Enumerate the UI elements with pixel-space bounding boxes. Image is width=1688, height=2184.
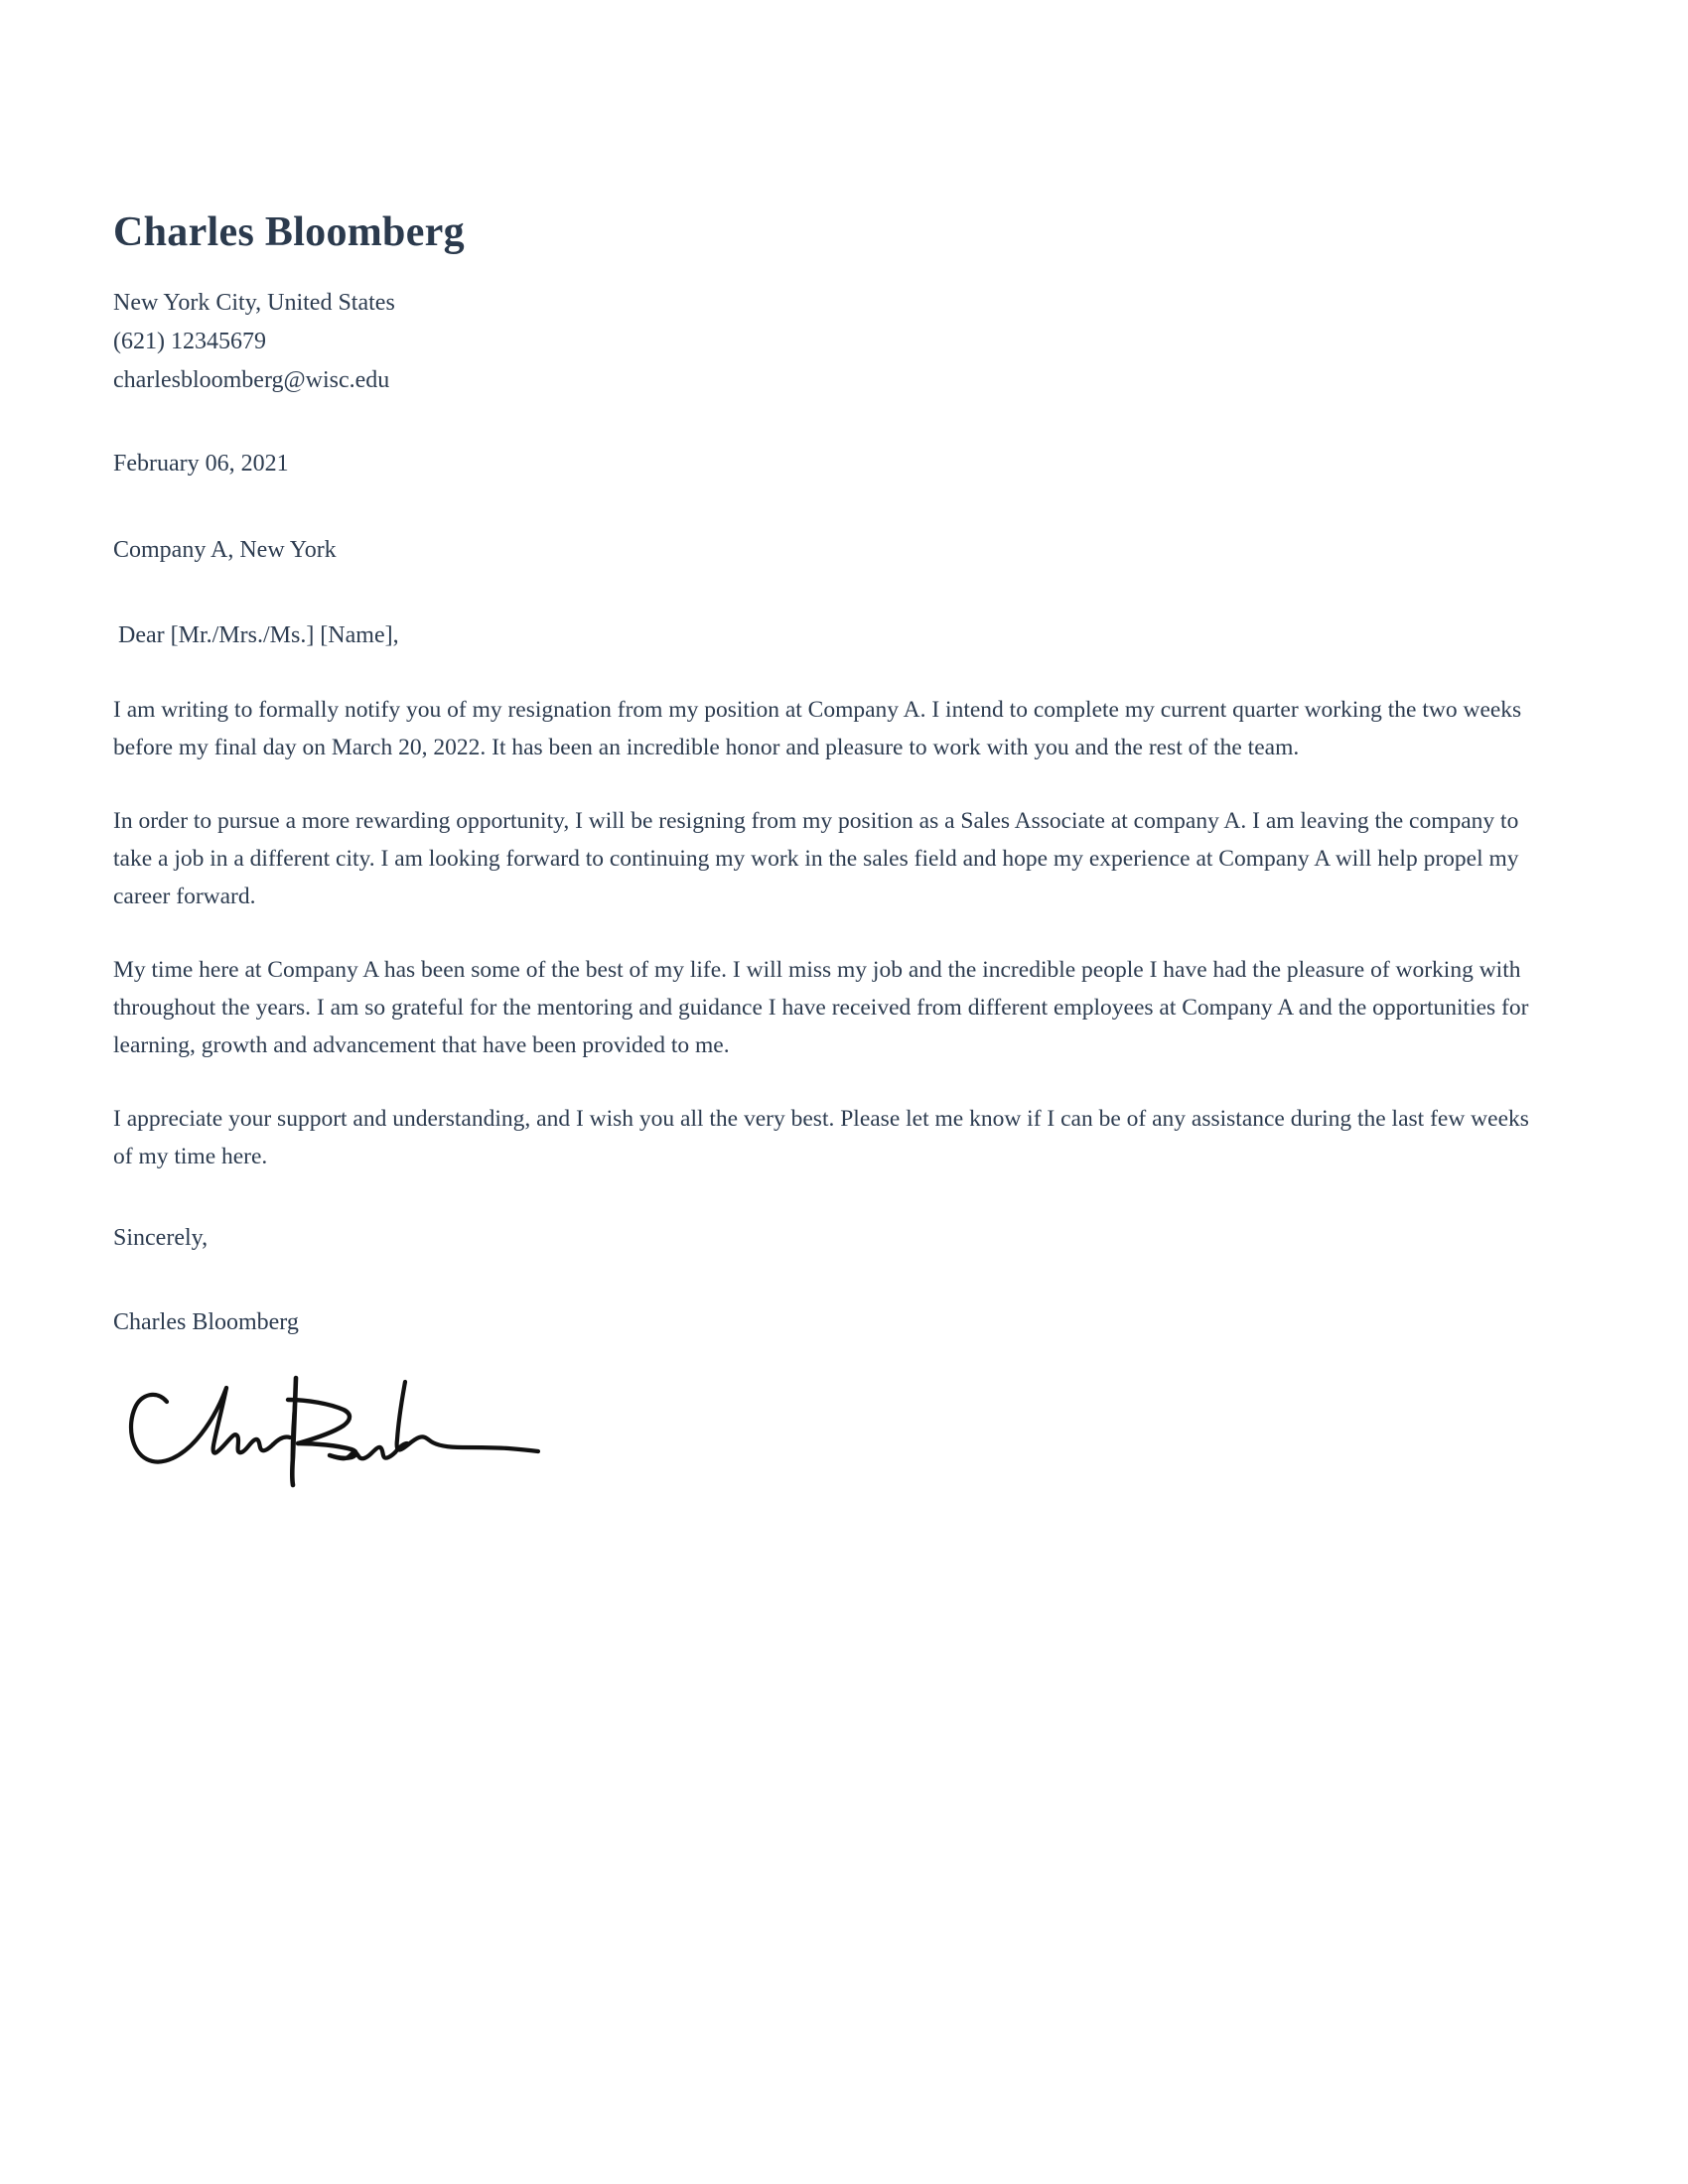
body-paragraph: My time here at Company A has been some of the best of my life. I will miss my job and the incredible people I have had the pleasure of working with throughout the years. I am so grateful for the mentoring and guidance I have received from different employees at Company A and the opportunities for learning, growth and advancement that have been provided to me. [113,956,1529,1058]
contact-phone: (621) 12345679 [113,329,266,355]
body-paragraph: In order to pursue a more rewarding opportunity, I will be resigning from my position as a Sales Associate at company A. I am leaving the company to take a job in a different city. I am looking forward to continuing my work in the sales field and hope my experience at Company A will help propel my career forward. [113,807,1519,909]
recipient-address: Company A, New York [113,536,337,563]
contact-email: charlesbloomberg@wisc.edu [113,367,390,394]
page-title: Charles Bloomberg [113,209,465,255]
closing-phrase: Sincerely, [113,1225,209,1252]
salutation: Dear [Mr./Mrs./Ms.] [Name], [118,621,399,648]
signature-block [113,1360,540,1489]
signer-name: Charles Bloomberg [113,1309,299,1336]
handwritten-signature-icon [113,1360,540,1489]
body-paragraph: I am writing to formally notify you of my resignation from my position at Company A. I intend to complete my current quarter working the two weeks before my final day on March 20, 2022. It has been an incredible honor and pleasure to work with you and the rest of the team. [113,696,1522,760]
body-paragraph: I appreciate your support and understanding, and I wish you all the very best. Please let me know if I can be of any assistance during the last few weeks of my time here. [113,1106,1529,1170]
letter-date: February 06, 2021 [113,450,289,477]
contact-location: New York City, United States [113,290,395,317]
letter-body [113,208,1573,1489]
